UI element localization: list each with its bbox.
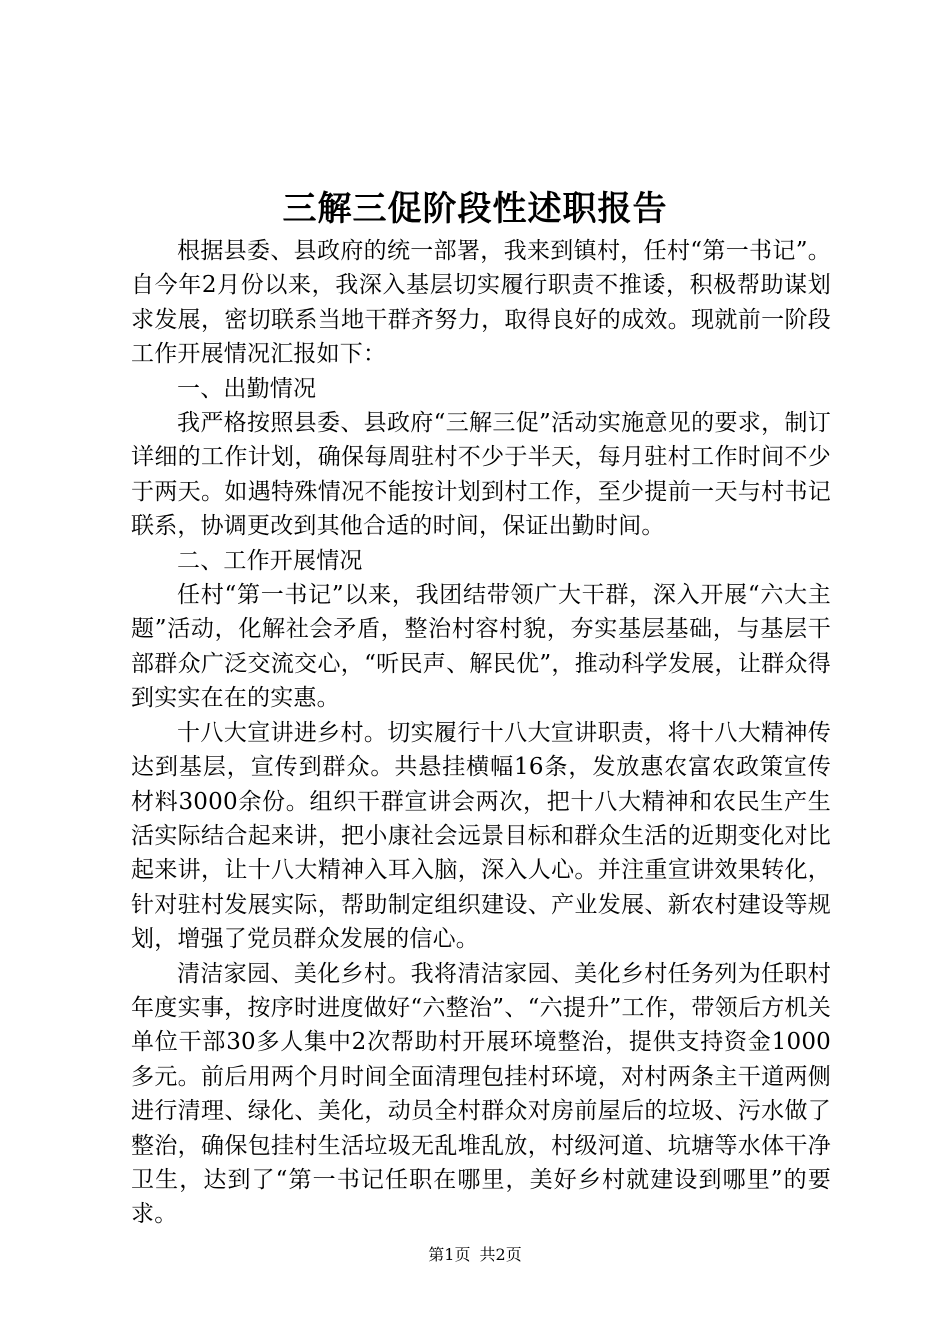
attendance-paragraph: 我严格按照县委、县政府“三解三促”活动实施意见的要求，制订详细的工作计划，确保每周驻村不少于半天，每月驻村工作时间不少于两天。如遇特殊情况不能按计划到村工作，至少提前一天与村书记联系，协调更改到其他合适的时间，保证出勤时间。 — [131, 410, 831, 540]
section-heading-attendance: 一、出勤情况 — [177, 375, 317, 402]
work-overview-paragraph: 任村“第一书记”以来，我团结带领广大干群，深入开展“六大主题”活动，化解社会矛盾，整治村容村貌，夯实基层基础，与基层干部群众广泛交流交心，“听民声、解民优”，推动科学发展，让群众得到实实在在的实惠。 — [131, 582, 831, 712]
page-number-total: 共2页 — [479, 1245, 522, 1264]
page-footer — [0, 1244, 950, 1266]
intro-paragraph: 根据县委、县政府的统一部署，我来到镇村，任村“第一书记”。自今年2月份以来，我深入基层切实履行职责不推诿，积极帮助谋划求发展，密切联系当地干群齐努力，取得良好的成效。现就前一阶段工作开展情况汇报如下： — [131, 238, 831, 368]
document-title: 三解三促阶段性述职报告 — [282, 189, 668, 229]
document-body — [131, 234, 831, 1232]
section-heading-work: 二、工作开展情况 — [177, 547, 363, 574]
page-number-current: 第1页 — [428, 1245, 471, 1264]
propaganda-paragraph: 十八大宣讲进乡村。切实履行十八大宣讲职责，将十八大精神传达到基层，宣传到群众。共悬挂横幅16条，发放惠农富农政策宣传材料3000余份。组织干群宣讲会两次，把十八大精神和农民生产生活实际结合起来讲，把小康社会远景目标和群众生活的近期变化对比起来讲，让十八大精神入耳入脑，深入人心。并注重宣讲效果转化，针对驻村发展实际，帮助制定组织建设、产业发展、新农村建设等规划，增强了党员群众发展的信心。 — [131, 719, 831, 953]
clean-village-paragraph: 清洁家园、美化乡村。我将清洁家园、美化乡村任务列为任职村年度实事，按序时进度做好“六整治”、“六提升”工作，带领后方机关单位干部30多人集中2次帮助村开展环境整治，提供支持资金1000多元。前后用两个月时间全面清理包挂村环境，对村两条主干道两侧进行清理、绿化、美化，动员全村群众对房前屋后的垃圾、污水做了整治，确保包挂村生活垃圾无乱堆乱放，村级河道、坑塘等水体干净卫生，达到了“第一书记任职在哪里，美好乡村就建设到哪里”的要求。 — [131, 960, 831, 1228]
